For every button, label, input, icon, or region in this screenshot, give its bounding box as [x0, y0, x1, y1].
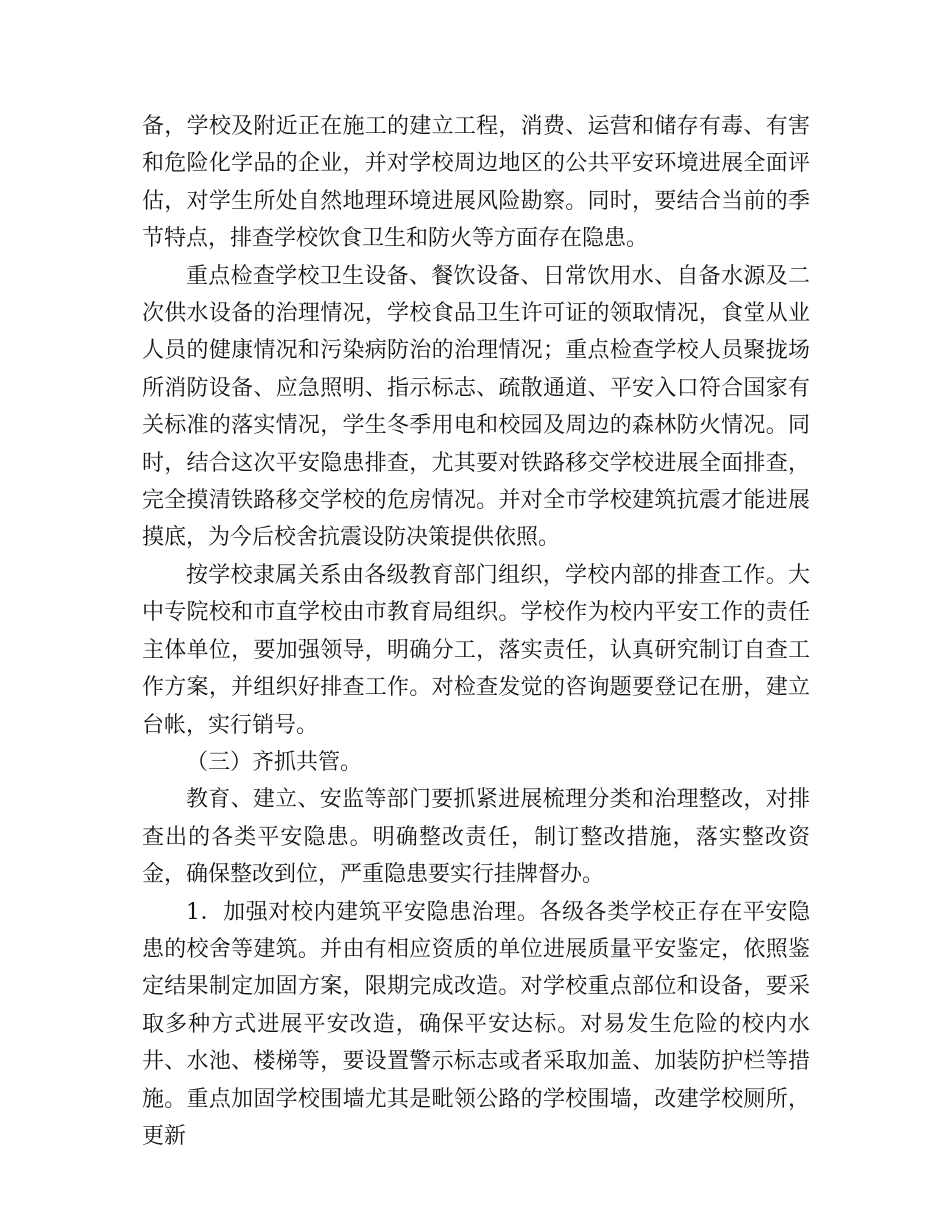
section-heading: （三）齐抓共管。: [186, 749, 363, 775]
paragraph-1: 备，学校及附近正在施工的建立工程，消费、运营和储存有毒、有害和危险化学品的企业，并对学校周边地区的公共平安环境进展全面评估，对学生所处自然地理环境进展风险勘察。同时，要结合当前的季节特点，排查学校饮食卫生和防火等方面存在隐患。: [142, 114, 810, 252]
paragraph-4: 教育、建立、安监等部门要抓紧进展梳理分类和治理整改，对排查出的各类平安隐患。明确整改责任，制订整改措施，落实整改资金，确保整改到位，严重隐患要实行挂牌督办。: [142, 787, 810, 888]
paragraph-5: 1．加强对校内建筑平安隐患治理。各级各类学校正存在平安隐患的校舍等建筑。并由有相应资质的单位进展质量平安鉴定，依照鉴定结果制定加固方案，限期完成改造。对学校重点部位和设备，要采取多种方式进展平安改造，确保平安达标。对易发生危险的校内水井、水池、楼梯等，要设置警示标志或者采取加盖、加装防护栏等措施。重点加固学校围墙尤其是毗领公路的学校围墙，改建学校厕所，更新: [142, 899, 810, 1149]
document-body: [142, 108, 810, 1155]
paragraph-2: 重点检查学校卫生设备、餐饮设备、日常饮用水、自备水源及二次供水设备的治理情况，学校食品卫生许可证的领取情况，食堂从业人员的健康情况和污染病防治的治理情况；重点检查学校人员聚拢场所消防设备、应急照明、指示标志、疏散通道、平安入口符合国家有关标准的落实情况，学生冬季用电和校园及周边的森林防火情况。同时，结合这次平安隐患排查，尤其要对铁路移交学校进展全面排查，完全摸清铁路移交学校的危房情况。并对全市学校建筑抗震才能进展摸底，为今后校舍抗震设防决策提供依照。: [142, 263, 810, 551]
paragraph-3: 按学校隶属关系由各级教育部门组织，学校内部的排查工作。大中专院校和市直学校由市教育局组织。学校作为校内平安工作的责任主体单位，要加强领导，明确分工，落实责任，认真研究制订自查工作方案，并组织好排查工作。对检查发觉的咨询题要登记在册，建立台帐，实行销号。: [142, 562, 810, 738]
